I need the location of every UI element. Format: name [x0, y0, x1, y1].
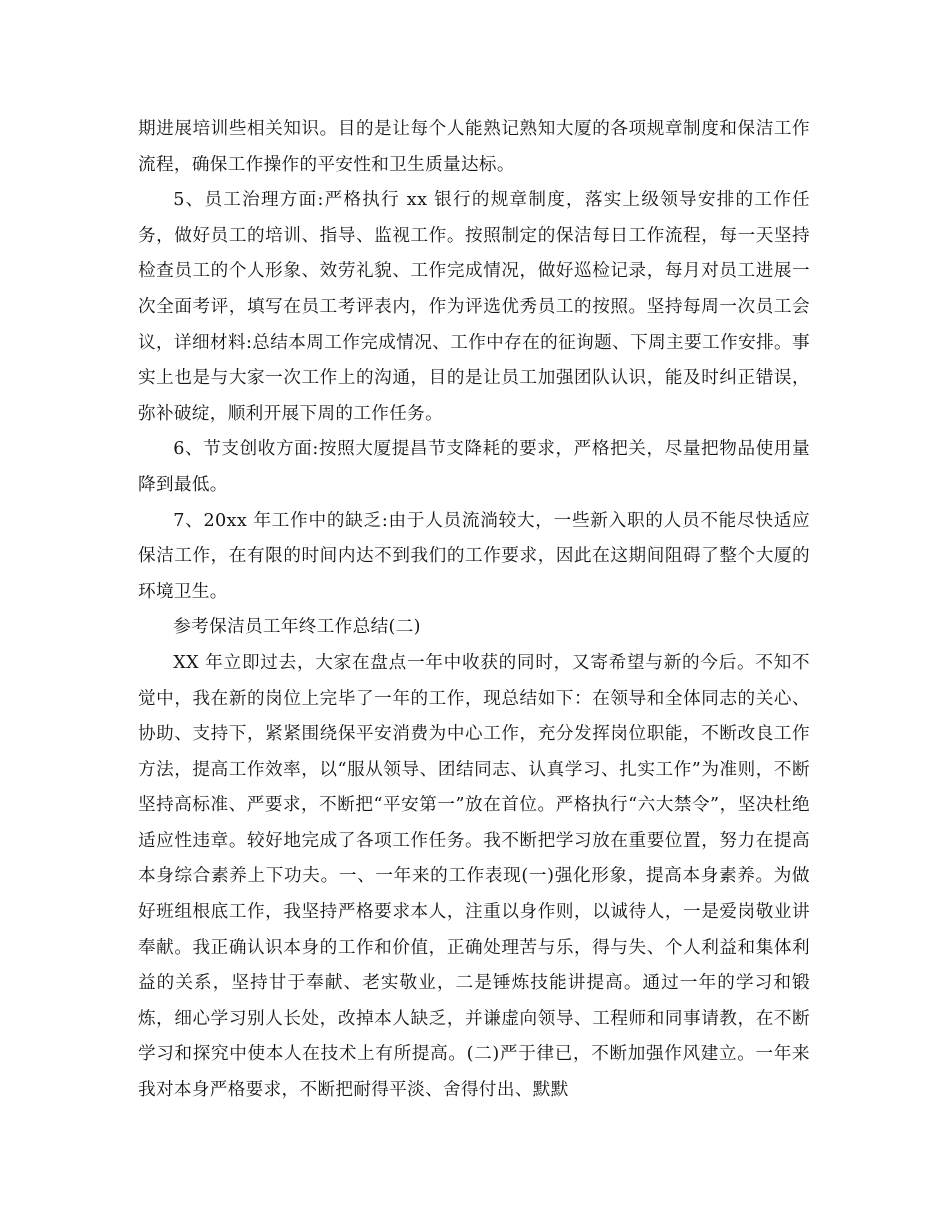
paragraph-cost-saving: 6、节支创收方面:按照大厦提昌节支降耗的要求，严格把关，尽量把物品使用量降到最低。: [138, 439, 810, 495]
paragraph-training-continuation: 期进展培训些相关知识。目的是让每个人能熟记熟知大厦的各项规章制度和保洁工作流程，确保工作操作的平安性和卫生质量达标。: [138, 119, 810, 175]
paragraph-staff-management: 5、员工治理方面:严格执行 xx 银行的规章制度，落实上级领导安排的工作任务，做好员工的培训、指导、监视工作。按照制定的保洁每日工作流程，每一天坚持检查员工的个人形象、效劳礼貌、工作完成情况，做好巡检记录，每月对员工进展一次全面考评，填写在员工考评表内，作为评选优秀员工的按照。坚持每周一次员工会议，详细材料:总结本周工作完成情况、工作中存在的征询题、下周主要工作安排。事实上也是与大家一次工作上的沟通，目的是让员工加强团队认识，能及时纠正错误，弥补破绽，顺利开展下周的工作任务。: [138, 190, 810, 424]
document-body: [138, 112, 810, 1109]
paragraph-shortcomings: 7、20xx 年工作中的缺乏:由于人员流淌较大，一些新入职的人员不能尽快适应保洁工作，在有限的时间内达不到我们的工作要求，因此在这期间阻碍了整个大厦的环境卫生。: [138, 510, 810, 602]
section-heading: 参考保洁员工年终工作总结(二): [173, 617, 421, 638]
paragraph-summary-two: XX 年立即过去，大家在盘点一年中收获的同时，又寄希望与新的今后。不知不觉中，我在新的岗位上完毕了一年的工作，现总结如下：在领导和全体同志的关心、协助、支持下，紧紧围绕保平安消费为中心工作，充分发挥岗位职能，不断改良工作方法，提高工作效率，以“服从领导、团结同志、认真学习、扎实工作”为准则，不断坚持高标准、严要求，不断把“平安第一”放在首位。严格执行“六大禁令”，坚决杜绝适应性违章。较好地完成了各项工作任务。我不断把学习放在重要位置，努力在提高本身综合素养上下功夫。一、一年来的工作表现(一)强化形象，提高本身素养。为做好班组根底工作，我坚持严格要求本人，注重以身作则，以诚待人，一是爱岗敬业讲奉献。我正确认识本身的工作和价值，正确处理苦与乐，得与失、个人利益和集体利益的关系，坚持甘于奉献、老实敬业，二是锤炼技能讲提高。通过一年的学习和锻炼，细心学习别人长处，改掉本人缺乏，并谦虚向领导、工程师和同事请教，在不断学习和探究中使本人在技术上有所提高。(二)严于律已，不断加强作风建立。一年来我对本身严格要求，不断把耐得平淡、舍得付出、默默: [138, 652, 810, 1101]
